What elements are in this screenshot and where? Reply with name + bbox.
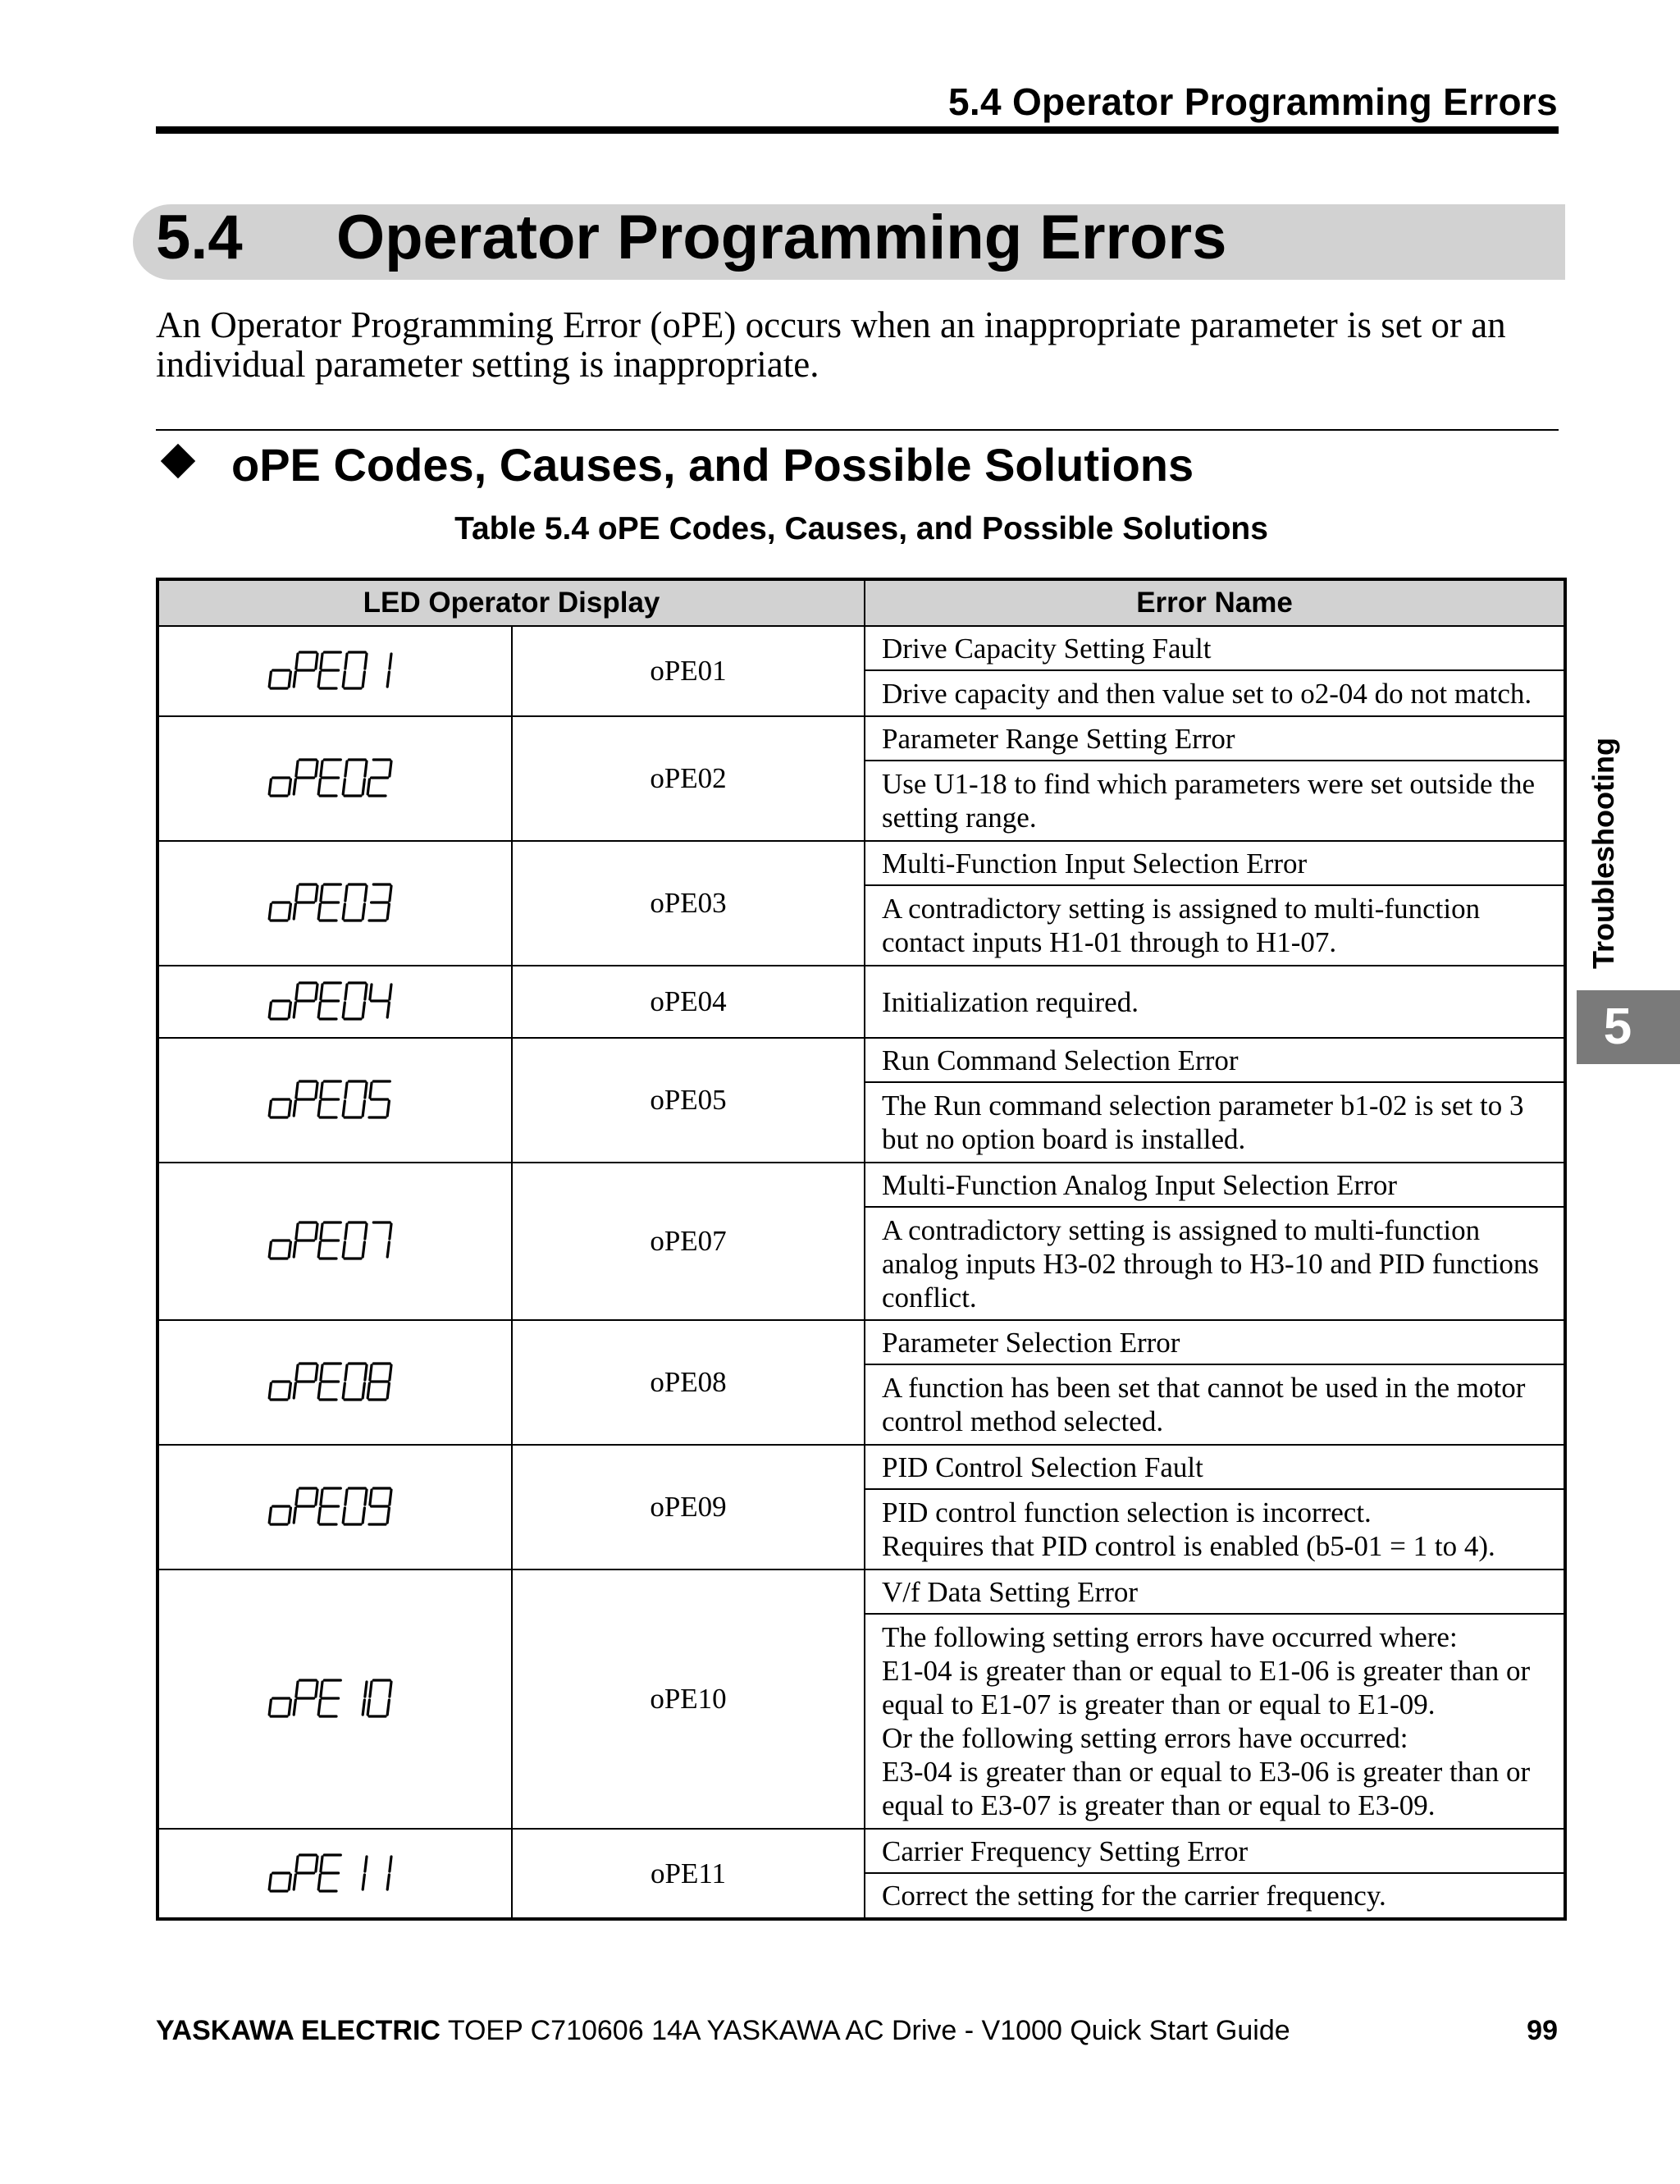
table-row (158, 1445, 1565, 1489)
led-display-cell (158, 1445, 512, 1569)
ope-code: oPE05 (512, 1038, 865, 1163)
led-display-glyph (266, 1692, 405, 1706)
led-display-glyph (266, 1375, 405, 1389)
ope-code: oPE10 (512, 1569, 865, 1829)
error-name: Parameter Range Setting Error (865, 716, 1565, 761)
led-display-cell (158, 716, 512, 841)
error-solution (865, 1873, 1565, 1919)
side-tab-label: Troubleshooting (1586, 738, 1620, 969)
solution-line: A contradictory setting is assigned to multi-function (882, 1213, 1481, 1246)
ope-code: oPE08 (512, 1320, 865, 1445)
led-display-glyph (266, 1234, 405, 1248)
led-display-glyph (266, 1093, 405, 1107)
error-solution (865, 1489, 1565, 1569)
solution-line: Correct the setting for the carrier frequency. (882, 1880, 1386, 1912)
section-number: 5.4 (156, 203, 243, 272)
solution-line: Or the following setting errors have occurred: (882, 1722, 1408, 1754)
solution-line: A function has been set that cannot be used in the motor (882, 1372, 1526, 1404)
error-name: Multi-Function Input Selection Error (865, 841, 1565, 885)
intro-paragraph: An Operator Programming Error (oPE) occurs when an inappropriate parameter is set or an individual parameter setting is inappropriate. (156, 304, 1506, 385)
solution-line: analog inputs H3-02 through to H3-10 and PID functions (882, 1247, 1540, 1280)
solution-line: setting range. (882, 802, 1037, 834)
ope-code: oPE11 (512, 1829, 865, 1919)
error-name: Multi-Function Analog Input Selection Error (865, 1163, 1565, 1207)
led-display-glyph (266, 994, 405, 1008)
table-row (158, 1829, 1565, 1873)
running-head: 5.4 Operator Programming Errors (948, 80, 1558, 123)
error-solution (865, 1364, 1565, 1445)
table-caption: Table 5.4 oPE Codes, Causes, and Possible Solutions (454, 511, 1268, 546)
chapter-tab-number: 5 (1603, 998, 1632, 1055)
footer-doc-title: TOEP C710606 14A YASKAWA AC Drive - V1000 Quick Start Guide (447, 2015, 1290, 2046)
table-row (158, 1320, 1565, 1364)
footer-brand: YASKAWA ELECTRIC (156, 2015, 441, 2046)
led-display-cell (158, 1829, 512, 1919)
table-row (158, 626, 1565, 670)
error-name: V/f Data Setting Error (865, 1569, 1565, 1614)
page-number: 99 (1527, 2015, 1558, 2046)
led-display-cell (158, 1163, 512, 1320)
led-display-glyph (266, 771, 405, 785)
solution-line: contact inputs H1-01 through to H1-07. (882, 926, 1337, 958)
led-display-glyph (266, 1500, 405, 1514)
error-name: Carrier Frequency Setting Error (865, 1829, 1565, 1873)
error-solution (865, 1082, 1565, 1163)
error-solution (865, 885, 1565, 966)
table-header-row (158, 579, 1565, 626)
error-solution (865, 1614, 1565, 1829)
solution-line: Use U1-18 to find which parameters were set outside the (882, 768, 1536, 800)
ope-code: oPE02 (512, 716, 865, 841)
solution-line: conflict. (882, 1281, 977, 1314)
solution-line: equal to E3-07 is greater than or equal to E3-09. (882, 1789, 1436, 1821)
error-name: Parameter Selection Error (865, 1320, 1565, 1364)
led-display-cell (158, 1569, 512, 1829)
subsection-rule (156, 429, 1559, 431)
error-solution (865, 761, 1565, 841)
section-title: Operator Programming Errors (336, 203, 1227, 272)
led-display-glyph (266, 664, 405, 678)
error-solution (865, 670, 1565, 716)
led-display-glyph (266, 896, 405, 910)
solution-line: A contradictory setting is assigned to multi-function (882, 893, 1481, 925)
table-row (158, 966, 1565, 1038)
table-row (158, 1038, 1565, 1082)
solution-line: PID control function selection is incorrect. (882, 1496, 1372, 1528)
led-display-cell (158, 1320, 512, 1445)
led-display-cell (158, 626, 512, 716)
error-solution (865, 966, 1565, 1038)
solution-line: The Run command selection parameter b1-02 is set to 3 (882, 1090, 1524, 1122)
ope-code: oPE09 (512, 1445, 865, 1569)
error-name: Drive Capacity Setting Fault (865, 626, 1565, 670)
solution-line: E3-04 is greater than or equal to E3-06 is greater than or (882, 1756, 1531, 1788)
led-display-glyph (266, 1866, 405, 1880)
ope-codes-table (156, 578, 1567, 1921)
header-error-name: Error Name (865, 579, 1565, 626)
ope-code: oPE03 (512, 841, 865, 966)
table-row (158, 1569, 1565, 1614)
running-head-rule (156, 126, 1559, 134)
solution-line: E1-04 is greater than or equal to E1-06 is greater than or (882, 1655, 1531, 1687)
solution-line: but no option board is installed. (882, 1123, 1246, 1155)
ope-code: oPE04 (512, 966, 865, 1038)
error-name: PID Control Selection Fault (865, 1445, 1565, 1489)
table-row (158, 716, 1565, 761)
led-display-cell (158, 1038, 512, 1163)
subsection-title: oPE Codes, Causes, and Possible Solutions (231, 439, 1194, 491)
solution-line: control method selected. (882, 1405, 1164, 1437)
solution-line: Drive capacity and then value set to o2-04 do not match. (882, 677, 1532, 710)
solution-line: Requires that PID control is enabled (b5-01 = 1 to 4). (882, 1530, 1495, 1562)
header-led-operator-display: LED Operator Display (158, 579, 865, 626)
error-solution (865, 1207, 1565, 1320)
error-name: Run Command Selection Error (865, 1038, 1565, 1082)
led-display-cell (158, 966, 512, 1038)
ope-code: oPE01 (512, 626, 865, 716)
table-row (158, 1163, 1565, 1207)
diamond-bullet-icon (161, 444, 195, 478)
ope-code: oPE07 (512, 1163, 865, 1320)
solution-line: Initialization required. (882, 985, 1139, 1018)
solution-line: equal to E1-07 is greater than or equal to E1-09. (882, 1688, 1436, 1720)
solution-line: The following setting errors have occurred where: (882, 1621, 1458, 1653)
table-row (158, 841, 1565, 885)
led-display-cell (158, 841, 512, 966)
footer (156, 2015, 1290, 2047)
